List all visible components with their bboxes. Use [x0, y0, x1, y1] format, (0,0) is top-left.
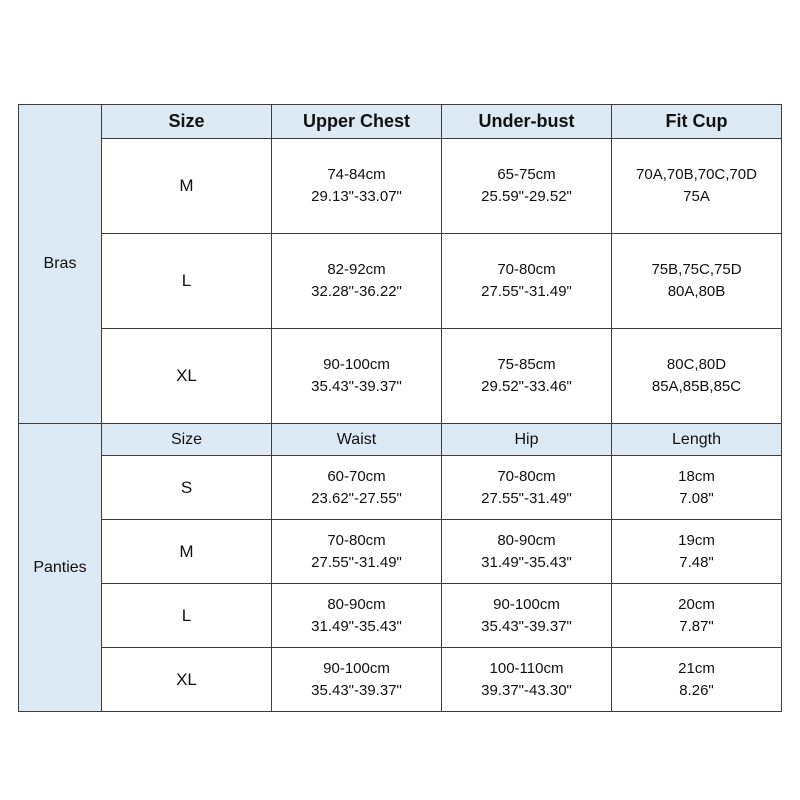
cup-line: 75B,75C,75D — [651, 261, 742, 278]
inch-value: 35.43"-39.37" — [311, 681, 402, 699]
cm-value: 18cm — [678, 467, 715, 485]
size-cell: M — [102, 520, 272, 584]
cm-value: 74-84cm — [327, 166, 386, 183]
length-cell — [612, 456, 782, 520]
cm-value: 80-90cm — [327, 595, 386, 613]
fit-cup-cell — [612, 234, 782, 329]
fit-cup-cell — [612, 139, 782, 234]
table-row — [19, 520, 782, 584]
size-cell: M — [102, 139, 272, 234]
table-row — [19, 584, 782, 648]
cm-value: 19cm — [678, 531, 715, 549]
length-cell — [612, 584, 782, 648]
panties-header-hip: Hip — [442, 424, 612, 456]
cm-value: 65-75cm — [497, 166, 556, 183]
panties-header-waist: Waist — [272, 424, 442, 456]
cm-value: 82-92cm — [327, 261, 386, 278]
cm-value: 100-110cm — [489, 659, 564, 677]
inch-value: 32.28"-36.22" — [311, 283, 402, 300]
cm-value: 70-80cm — [497, 467, 556, 485]
inch-value: 7.08" — [679, 489, 714, 507]
table-row — [19, 329, 782, 424]
size-cell: XL — [102, 329, 272, 424]
inch-value: 27.55"-31.49" — [311, 553, 402, 571]
inch-value: 31.49"-35.43" — [311, 617, 402, 635]
cm-value: 80-90cm — [497, 531, 556, 549]
inch-value: 23.62"-27.55" — [311, 489, 402, 507]
table-row — [19, 648, 782, 712]
cm-value: 21cm — [678, 659, 715, 677]
waist-cell — [272, 584, 442, 648]
waist-cell — [272, 520, 442, 584]
inch-value: 29.13"-33.07" — [311, 188, 402, 205]
cup-line: 75A — [683, 188, 710, 205]
inch-value: 7.87" — [679, 617, 714, 635]
bras-header-under-bust: Under-bust — [442, 105, 612, 139]
size-cell: L — [102, 234, 272, 329]
cm-value: 75-85cm — [497, 356, 556, 373]
inch-value: 25.59"-29.52" — [481, 188, 572, 205]
size-cell: S — [102, 456, 272, 520]
bras-header-upper-chest: Upper Chest — [272, 105, 442, 139]
length-cell — [612, 520, 782, 584]
hip-cell — [442, 648, 612, 712]
panties-group-label: Panties — [19, 424, 102, 712]
panties-header-size: Size — [102, 424, 272, 456]
size-cell: L — [102, 584, 272, 648]
cm-value: 90-100cm — [323, 659, 390, 677]
size-cell: XL — [102, 648, 272, 712]
cm-value: 60-70cm — [327, 467, 386, 485]
hip-cell — [442, 584, 612, 648]
bras-header-row — [19, 105, 782, 139]
cup-line: 85A,85B,85C — [651, 378, 742, 395]
inch-value: 35.43"-39.37" — [481, 617, 572, 635]
bras-header-size: Size — [102, 105, 272, 139]
size-chart-table — [18, 104, 782, 712]
length-cell — [612, 648, 782, 712]
inch-value: 35.43"-39.37" — [311, 378, 402, 395]
cup-line: 70A,70B,70C,70D — [636, 166, 757, 183]
table-row — [19, 234, 782, 329]
table-row — [19, 456, 782, 520]
inch-value: 27.55"-31.49" — [481, 489, 572, 507]
cup-line: 80C,80D — [666, 356, 727, 373]
upper-chest-cell — [272, 234, 442, 329]
bras-header-fit-cup: Fit Cup — [612, 105, 782, 139]
inch-value: 31.49"-35.43" — [481, 553, 572, 571]
inch-value: 7.48" — [679, 553, 714, 571]
cm-value: 70-80cm — [327, 531, 386, 549]
size-chart — [18, 104, 781, 711]
under-bust-cell — [442, 234, 612, 329]
under-bust-cell — [442, 139, 612, 234]
bras-group-label: Bras — [19, 105, 102, 424]
hip-cell — [442, 456, 612, 520]
upper-chest-cell — [272, 329, 442, 424]
panties-header-row — [19, 424, 782, 456]
cm-value: 20cm — [678, 595, 715, 613]
hip-cell — [442, 520, 612, 584]
panties-header-length: Length — [612, 424, 782, 456]
cm-value: 90-100cm — [493, 595, 560, 613]
inch-value: 39.37"-43.30" — [481, 681, 572, 699]
cm-value: 90-100cm — [323, 356, 390, 373]
waist-cell — [272, 648, 442, 712]
inch-value: 27.55"-31.49" — [481, 283, 572, 300]
waist-cell — [272, 456, 442, 520]
cm-value: 70-80cm — [497, 261, 556, 278]
under-bust-cell — [442, 329, 612, 424]
inch-value: 8.26" — [679, 681, 714, 699]
table-row — [19, 139, 782, 234]
inch-value: 29.52"-33.46" — [481, 378, 572, 395]
fit-cup-cell — [612, 329, 782, 424]
upper-chest-cell — [272, 139, 442, 234]
cup-line: 80A,80B — [667, 283, 726, 300]
